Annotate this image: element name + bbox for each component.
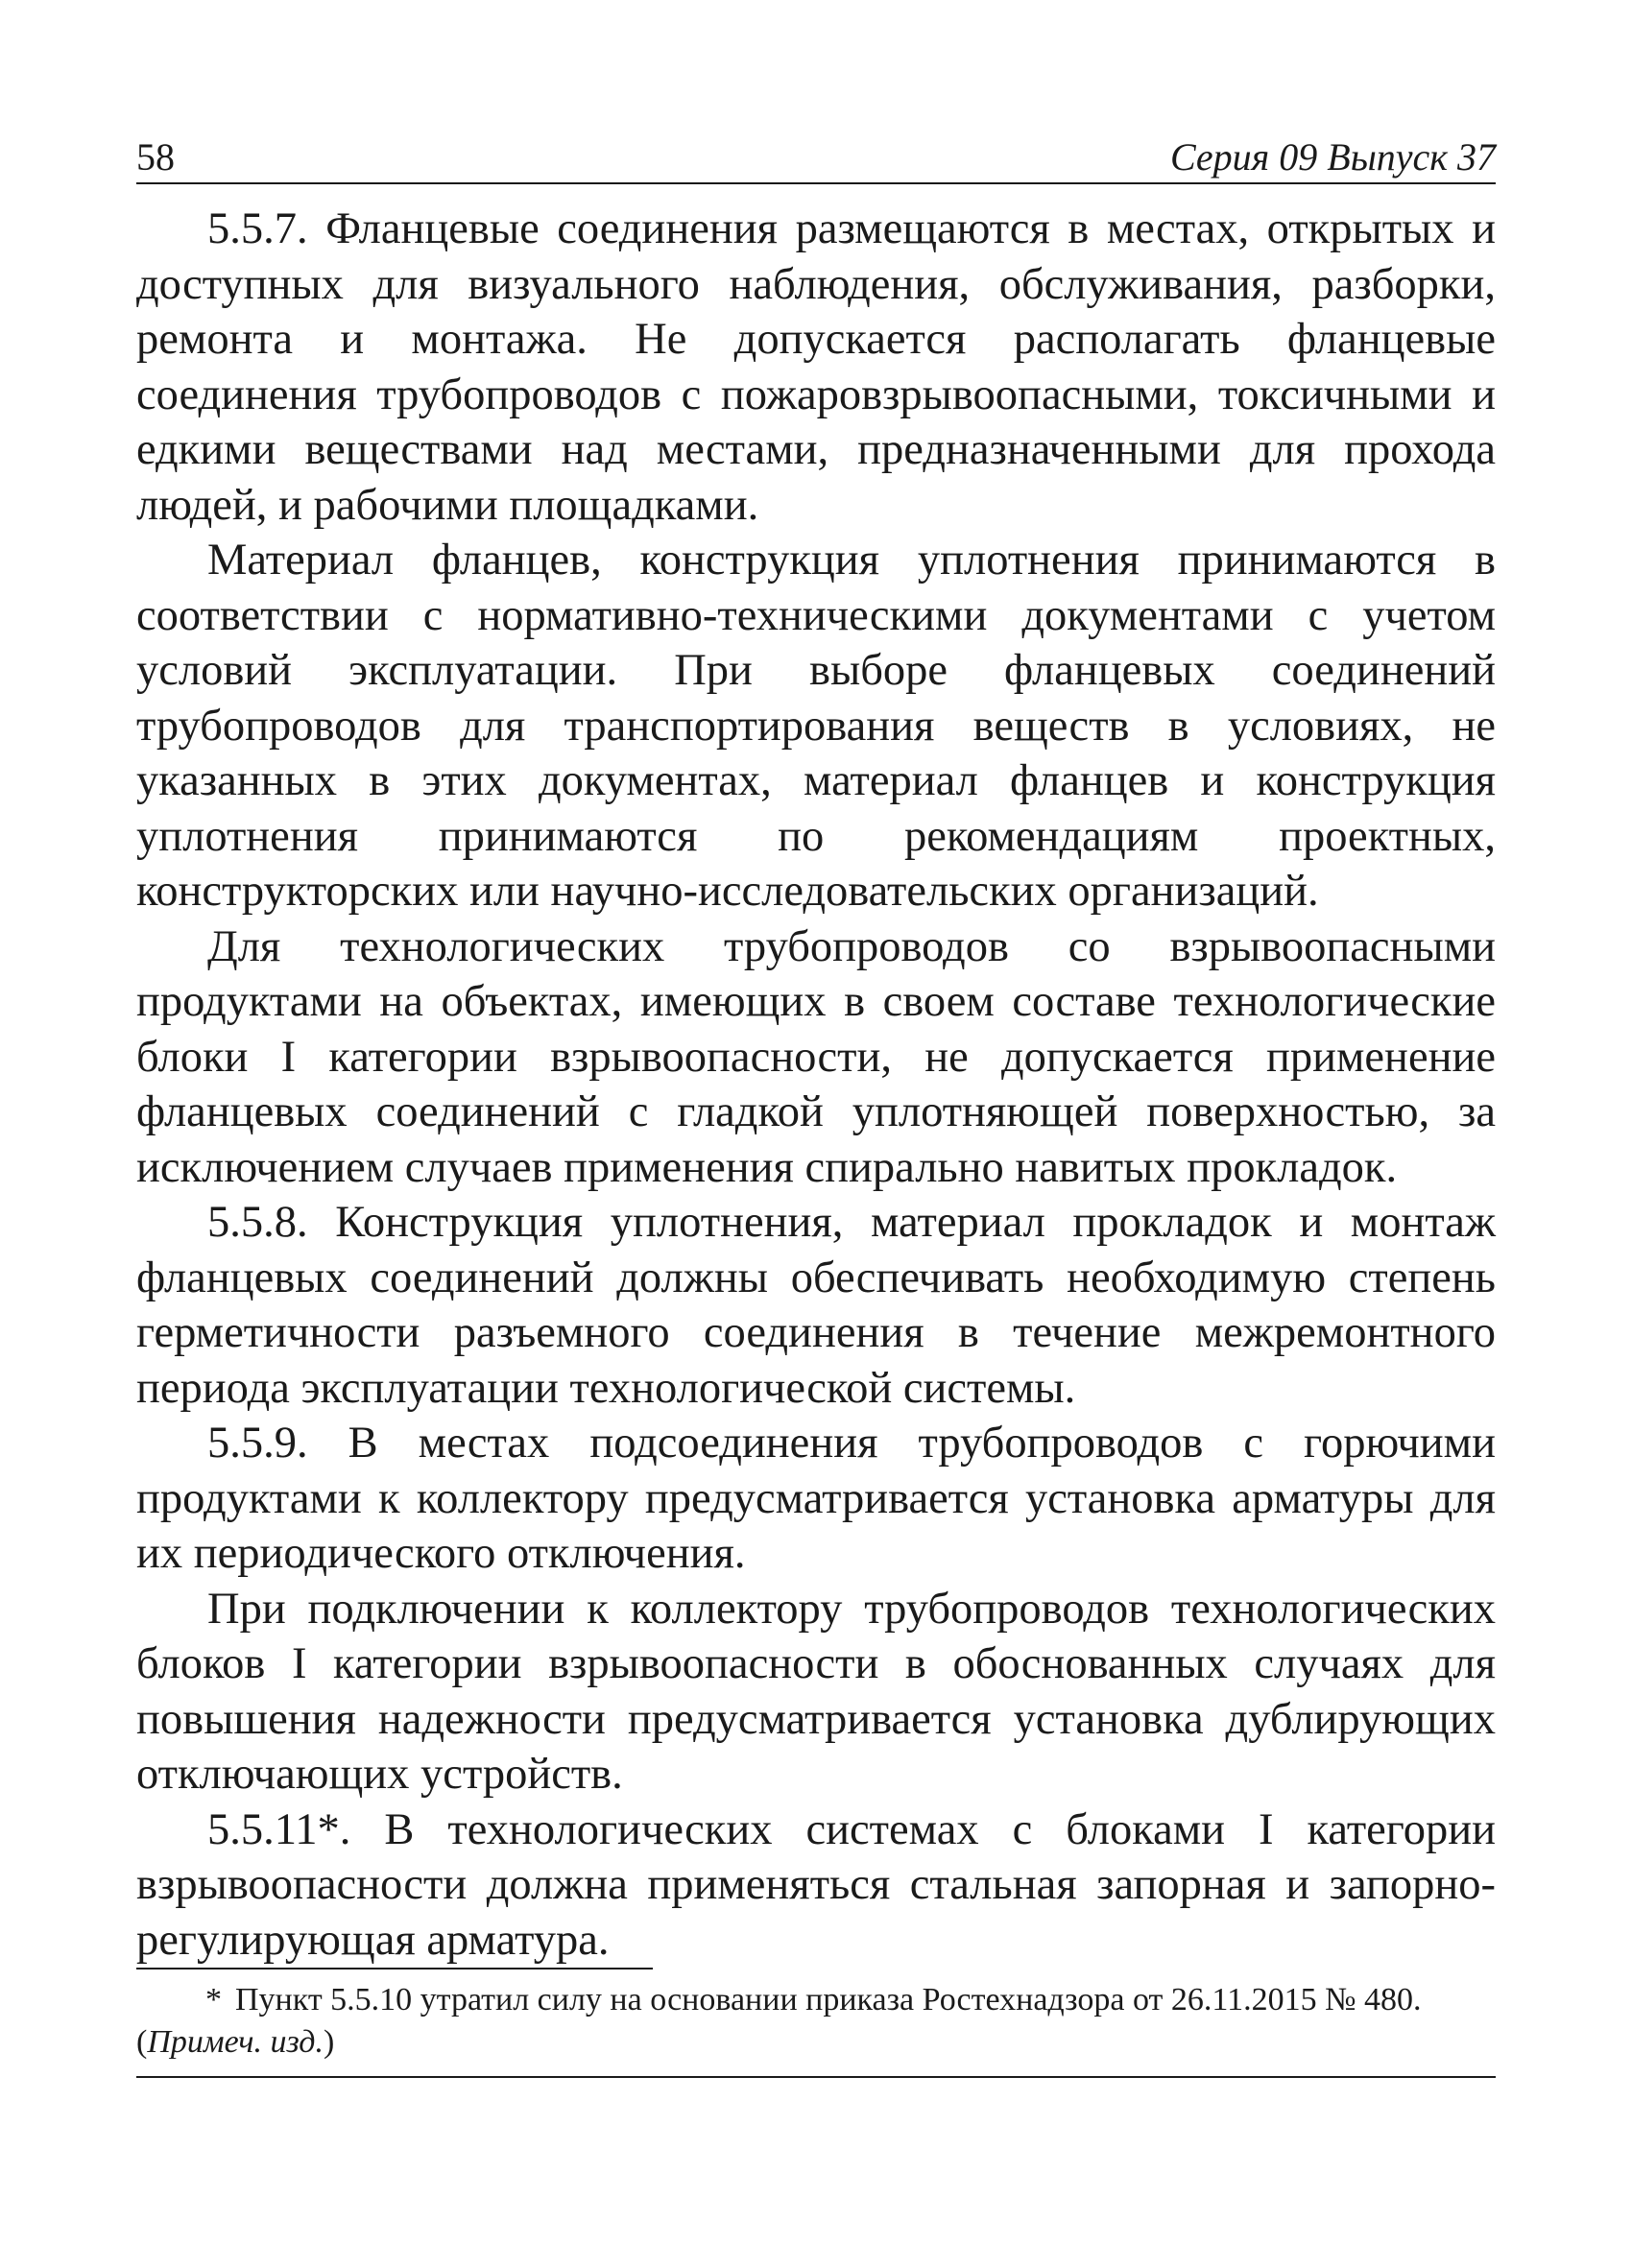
paragraph-explosive-products: Для технологических трубопроводов со взрывоопасными продуктами на объектах, имеющих в своем составе технологические блоки I категории взрывоопасности, не допускается применение фланцевых соединений с гладкой уплотняющей поверхностью, за исключением случаев применения спирально навитых прокладок.	[136, 921, 1496, 1192]
footnote-marker: *	[205, 1982, 222, 2017]
footnote-note-close: )	[323, 2024, 335, 2060]
footnote-editor-note: Примеч. изд.	[147, 2024, 324, 2060]
paragraph-collector-connection: При подключении к коллектору трубопроводов технологических блоков I категории взрывоопасности в обоснованных случаях для повышения надежности предусматривается установка дублирующих отключающих устройств.	[136, 1584, 1496, 1799]
page-number: 58	[136, 135, 175, 179]
paragraph-5-5-8: 5.5.8. Конструкция уплотнения, материал прокладок и монтаж фланцевых соединений должны обеспечивать необходимую степень герметичности разъемного соединения в течение межремонтного периода эксплуатации технологической системы.	[136, 1198, 1496, 1413]
body-text	[136, 202, 1496, 1968]
bottom-rule	[136, 2076, 1496, 2078]
paragraph-5-5-9: 5.5.9. В местах подсоединения трубопроводов с горючими продуктами к коллектору предусматривается установка арматуры для их периодического отключения.	[136, 1419, 1496, 1578]
footnote-text: Пункт 5.5.10 утратил силу на основании приказа Ростехнадзора от 26.11.2015 № 480.	[235, 1982, 1422, 2017]
page-header	[136, 134, 1496, 184]
running-head: Серия 09 Выпуск 37	[1169, 135, 1496, 179]
paragraph-5-5-11: 5.5.11*. В технологических системах с блоками I категории взрывоопасности должна применяться стальная запорная и запорно-регулирующая арматура.	[136, 1804, 1496, 1965]
footnote	[136, 1979, 1496, 2064]
paragraph-flange-material: Материал фланцев, конструкция уплотнения принимаются в соответствии с нормативно-техническими документами с учетом условий эксплуатации. При выборе фланцевых соединений трубопроводов для транспортирования веществ в условиях, не указанных в этих документах, материал фланцев и конструкция уплотнения принимаются по рекомендациям проектных, конструкторских или научно-исследовательских организаций.	[136, 536, 1496, 916]
footnote-text-block	[136, 1979, 1496, 2021]
footnote-note-open: (	[136, 2024, 148, 2060]
paragraph-5-5-7: 5.5.7. Фланцевые соединения размещаются в местах, открытых и доступных для визуального наблюдения, обслуживания, разборки, ремонта и монтажа. Не допускается располагать фланцевые соединения трубопроводов с пожаровзрывоопасными, токсичными и едкими веществами над местами, предназначенными для прохода людей, и рабочими площадками.	[136, 204, 1496, 530]
footnote-separator	[136, 1968, 653, 1970]
